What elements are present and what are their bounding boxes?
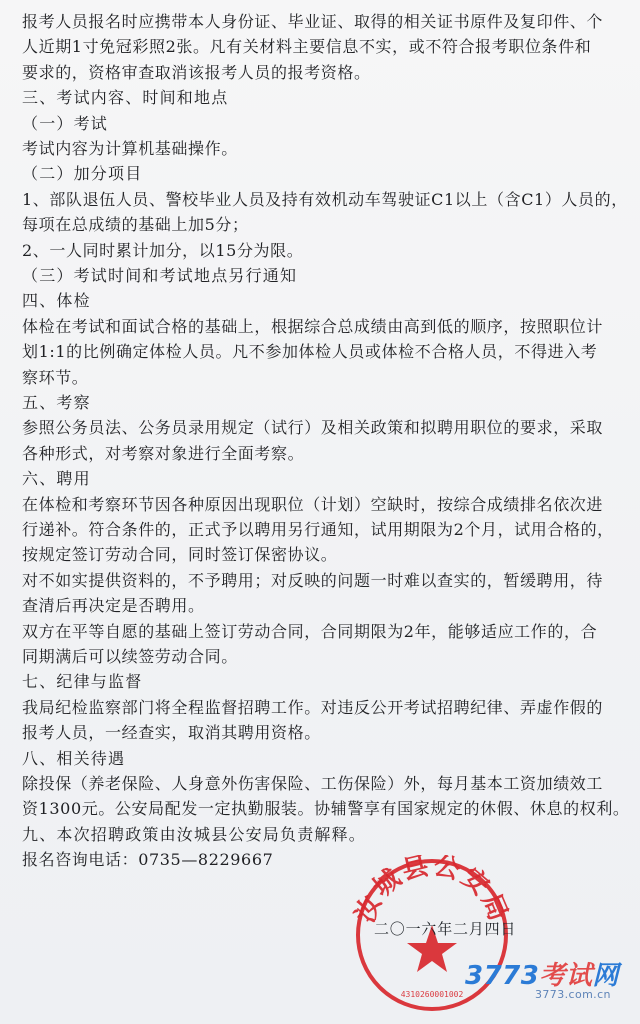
document-date: 二〇一六年二月四日 — [374, 920, 517, 938]
text-line: 考试内容为计算机基础操作。 — [22, 139, 238, 158]
text-line: 双方在平等自愿的基础上签订劳动合同，合同期限为2年，能够适应工作的，合 — [22, 621, 598, 641]
text-line: 除投保（养老保险、人身意外伤害保险、工伤保险）外，每月基本工资加绩效工 — [22, 774, 604, 793]
text-line: 八、相关待遇 — [22, 748, 126, 768]
text-line: （二）加分项目 — [22, 164, 143, 184]
text-line: 参照公务员法、公务员录用规定（试行）及相关政策和拟聘用职位的要求，采取 — [22, 418, 604, 438]
text-line: 按规定签订劳动合同，同时签订保密协议。 — [22, 545, 338, 565]
text-line: 同期满后可以续签劳动合同。 — [22, 647, 238, 666]
watermark-url: 3773.com.cn — [535, 988, 611, 1001]
text-line: 行递补。符合条件的，正式予以聘用另行通知，试用期限为2个月，试用合格的， — [22, 520, 614, 539]
svg-text:4310260001002: 4310260001002 — [400, 990, 464, 999]
text-line: 2、一人同时累计加分，以15分为限。 — [22, 240, 304, 260]
text-line: 1、部队退伍人员、警校毕业人员及持有效机动车驾驶证C1以上（含C1）人员的， — [22, 189, 628, 209]
text-line: 七、纪律与监督 — [22, 672, 143, 692]
watermark-logo: 3773考试网 — [465, 961, 619, 991]
text-line: 五、考察 — [22, 393, 91, 412]
text-line: （三）考试时间和考试地点另行通知 — [22, 266, 298, 285]
text-line: 四、体检 — [22, 291, 91, 311]
text-line: 在体检和考察环节因各种原因出现职位（计划）空缺时，按综合成绩排名依次进 — [22, 494, 604, 514]
text-line: 资1300元。公安局配发一定执勤服装。协辅警享有国家规定的休假、休息的权利。 — [22, 799, 630, 819]
text-line: 我局纪检监察部门将全程监督招聘工作。对违反公开考试招聘纪律、弄虚作假的 — [22, 697, 604, 717]
text-line: 划1:1的比例确定体检人员。凡不参加体检人员或体检不合格人员，不得进入考 — [22, 342, 598, 362]
text-line: 报名咨询电话：0735—8229667 — [22, 850, 274, 870]
text-line: 要求的，资格审查取消该报考人员的报考资格。 — [22, 62, 371, 82]
text-line: 人近期1寸免冠彩照2张。凡有关材料主要信息不实，或不符合报考职位条件和 — [22, 37, 592, 57]
svg-text:汝城县公安局: 汝城县公安局 — [352, 855, 512, 927]
text-line: 各种形式，对考察对象进行全面考察。 — [22, 443, 305, 463]
text-line: 察环节。 — [22, 367, 89, 387]
text-line: 九、本次招聘政策由汝城县公安局负责解释。 — [22, 824, 367, 844]
text-line: 每项在总成绩的基础上加5分； — [22, 215, 249, 235]
text-line: 报考人员报名时应携带本人身份证、毕业证、取得的相关证书原件及复印件、个 — [22, 12, 604, 31]
text-line: 报考人员，一经查实，取消其聘用资格。 — [22, 723, 321, 743]
text-line: 六、聘用 — [22, 469, 91, 489]
text-line: 三、考试内容、时间和地点 — [22, 88, 229, 108]
text-line: 对不如实提供资料的，不予聘用；对反映的问题一时难以查实的，暂缓聘用，待 — [22, 570, 604, 590]
text-line: （一）考试 — [22, 113, 109, 133]
text-line: 查清后再决定是否聘用。 — [22, 596, 205, 616]
text-line: 体检在考试和面试合格的基础上，根据综合总成绩由高到低的顺序，按照职位计 — [22, 316, 604, 336]
